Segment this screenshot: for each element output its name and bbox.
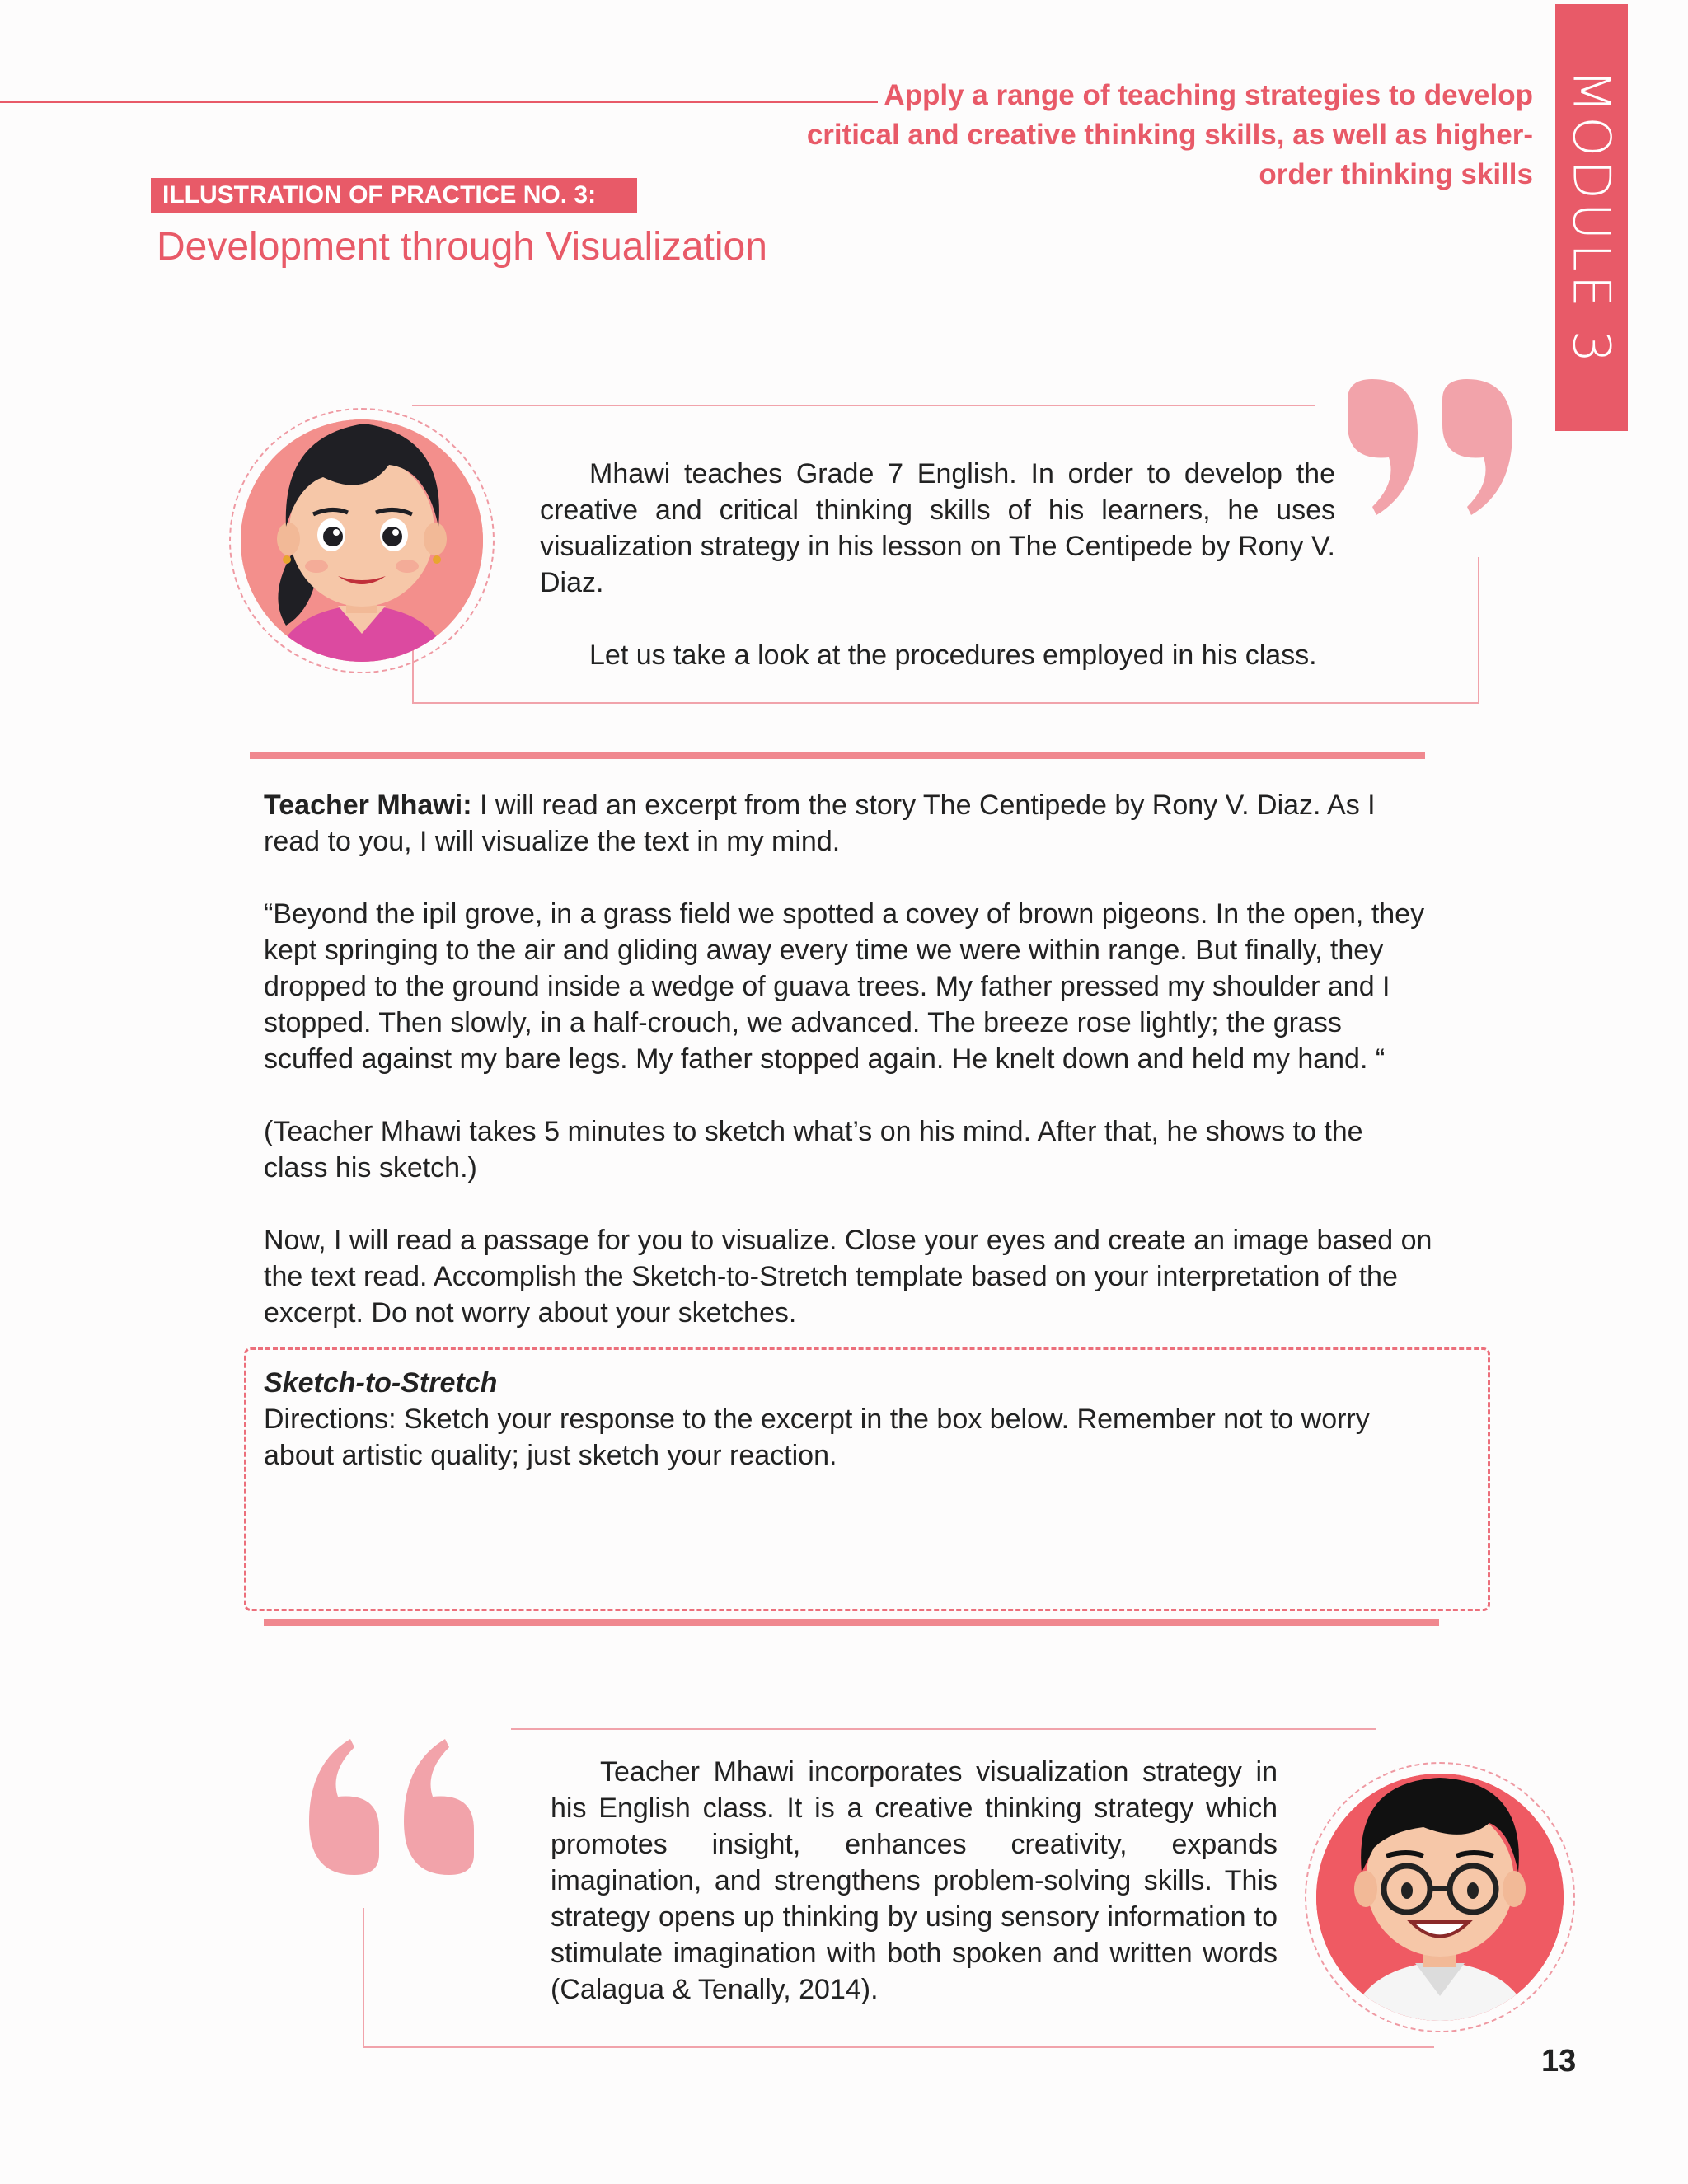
opening-quote-icon	[301, 1731, 490, 1879]
section-divider-top	[250, 752, 1425, 759]
student-instruction: Now, I will read a passage for you to visualize. Close your eyes and create an image based on the text read. Accomplish the Sketch-to-Stretch template based on your interpretation of the excerpt. Do not worry about your sketches.	[264, 1225, 1432, 1329]
closing-paragraph-text: Teacher Mhawi incorporates visualization strategy in his English class. It is a creative thinking strategy which promotes insight, enhances creativity, expands imagination, and strengthens problem-solving skills. This strategy opens up thinking by using sensory information to stimulate imagination with both spoken and written words (Calagua & Tenally, 2014).	[551, 1756, 1278, 2005]
intro-paragraph	[540, 456, 1335, 673]
section-divider-bottom	[264, 1619, 1439, 1626]
page-title: Development through Visualization	[157, 225, 767, 269]
female-teacher-avatar	[241, 419, 483, 662]
intro-paragraph-1: Mhawi teaches Grade 7 English. In order to develop the creative and critical thinking skills of his learners, he uses visualization strategy in his lesson on The Centipede by Rony V. Diaz.	[540, 458, 1335, 598]
sketch-title: Sketch-to-Stretch	[264, 1367, 498, 1399]
story-excerpt: “Beyond the ipil grove, in a grass field we spotted a covey of brown pigeons. In the open, they kept springing to the air and gliding away every time we were within range. But finally, they dropped to the ground inside a wedge of guava trees. My father pressed my shoulder and I stopped. Then slowly, in a half-crouch, we advanced. The breeze rose lightly; the grass scuffed against my bare legs. My father stopped again. He knelt down and held my hand. “	[264, 898, 1425, 1075]
closing-box-border-left	[363, 1908, 364, 2048]
dialogue-line-1-text: I will read an excerpt from the story The Centipede by Rony V. Diaz. As I read to you, I will visualize the text in my mind.	[264, 790, 1376, 857]
closing-quote-icon	[1339, 375, 1529, 523]
closing-box-border-top	[511, 1728, 1376, 1730]
male-teacher-avatar	[1316, 1774, 1564, 2021]
header-rule	[0, 101, 878, 103]
quote-box-border-bottom	[412, 702, 1479, 704]
stage-direction: (Teacher Mhawi takes 5 minutes to sketch what’s on his mind. After that, he shows to the class his sketch.)	[264, 1116, 1363, 1183]
page-number: 13	[1541, 2044, 1577, 2079]
closing-paragraph	[551, 1754, 1278, 2008]
quote-box-border-right	[1478, 557, 1479, 704]
module-objective: Apply a range of teaching strategies to develop critical and creative thinking skills, as well as higher-order thinking skills	[806, 79, 1533, 190]
quote-box-border-top	[412, 405, 1315, 406]
module-tab-label: MODULE 3	[1561, 68, 1622, 367]
practice-label: ILLUSTRATION OF PRACTICE NO. 3:	[151, 178, 637, 213]
dialogue-line-1	[264, 787, 1434, 860]
intro-paragraph-2: Let us take a look at the procedures employed in his class.	[589, 640, 1317, 671]
speaker-name: Teacher Mhawi:	[264, 790, 472, 821]
dialogue-section	[264, 787, 1434, 1367]
sketch-directions: Directions: Sketch your response to the excerpt in the box below. Remember not to worry about artistic quality; just sketch your reaction.	[264, 1404, 1370, 1471]
closing-box-border-bottom	[363, 2046, 1434, 2048]
module-tab	[1555, 4, 1628, 431]
